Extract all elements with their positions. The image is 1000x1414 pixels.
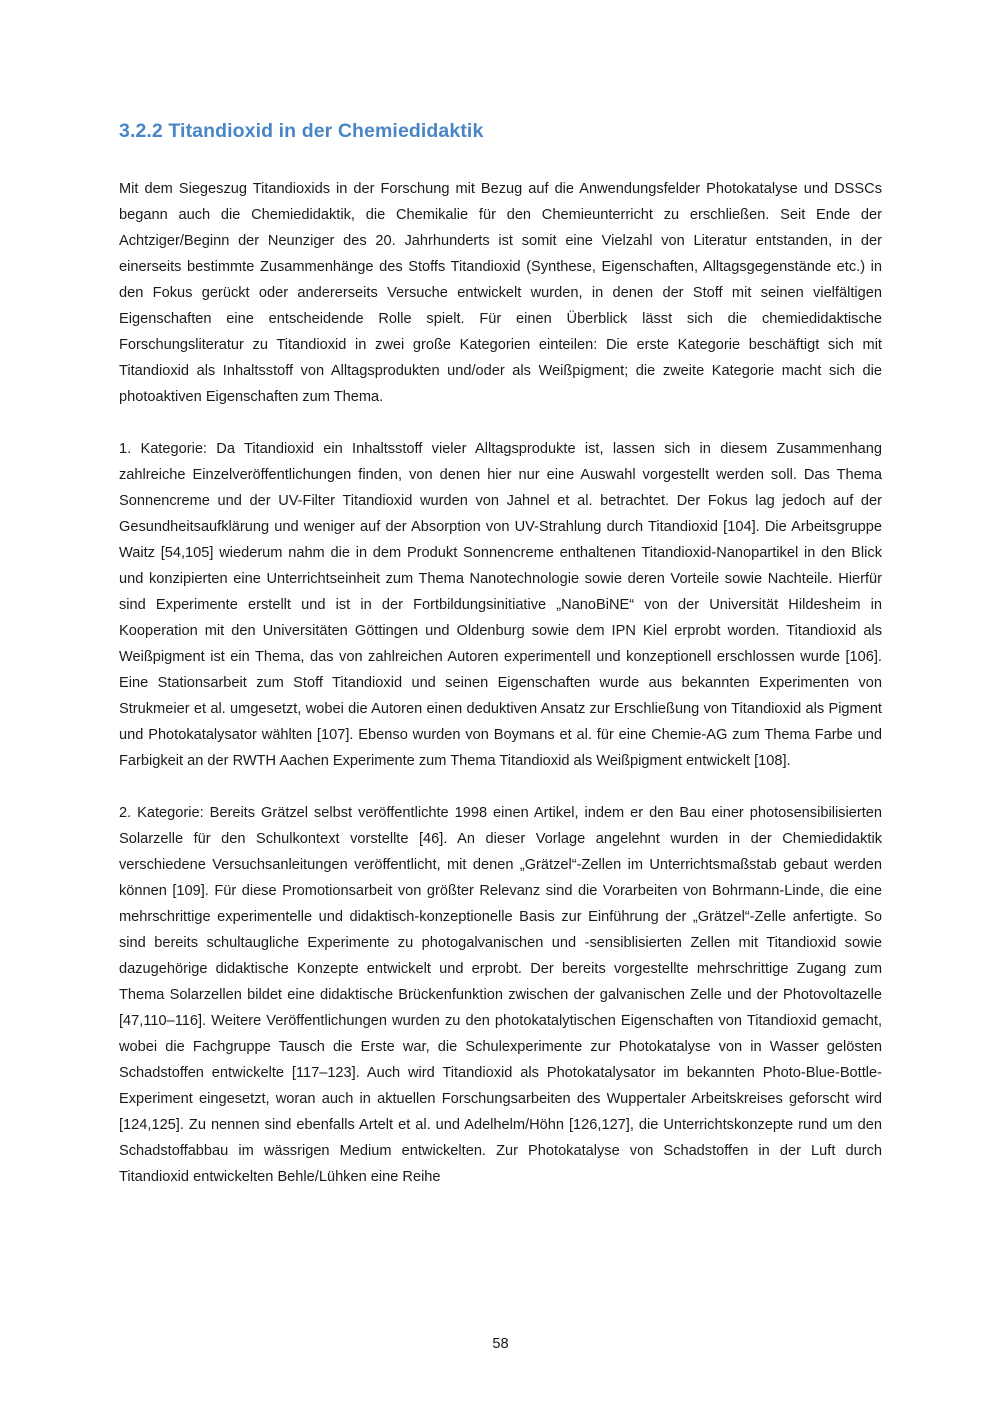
section-heading: 3.2.2 Titandioxid in der Chemiedidaktik — [119, 120, 484, 142]
paragraph-category-1: 1. Kategorie: Da Titandioxid ein Inhaltsstoff vieler Alltagsprodukte ist, lassen sich in diesem Zusammenhang zahlreiche Einzelveröffentlichungen finden, von denen hier nur eine Auswahl vorgestellt werden soll. Das Thema Sonnencreme und der UV-Filter Titandioxid wurden von Jahnel et al. betrachtet. Der Fokus lag jedoch auf der Gesundheitsaufklärung und weniger auf der Absorption von UV-Strahlung durch Titandioxid [104]. Die Arbeitsgruppe Waitz [54,105] wiederum nahm die in dem Produkt Sonnencreme enthaltenen Titandioxid-Nanopartikel in den Blick und konzipierten eine Unterrichtseinheit zum Thema Nanotechnologie sowie deren Vorteile sowie Nachteile. Hierfür sind Experimente erstellt und ist in der Fortbildungsinitiative „NanoBiNE“ von der Universität Hildesheim in Kooperation mit den Universitäten Göttingen und Oldenburg sowie dem IPN Kiel erprobt worden. Titandioxid als Weißpigment ist ein Thema, das von zahlreichen Autoren experimentell und konzeptionell erschlossen wurde [106]. Eine Stationsarbeit zum Stoff Titandioxid und seinen Eigenschaften wurde aus bekannten Experimenten von Strukmeier et al. umgesetzt, wobei die Autoren einen deduktiven Ansatz zur Erschließung von Titandioxid als Pigment und Photokatalysator wählten [107]. Ebenso wurden von Boymans et al. für eine Chemie-AG zum Thema Farbe und Farbigkeit an der RWTH Aachen Experimente zum Thema Titandioxid als Weißpigment entwickelt [108]. — [119, 441, 882, 769]
document-page — [119, 0, 882, 1414]
body-text — [119, 176, 882, 1216]
paragraph-intro: Mit dem Siegeszug Titandioxids in der Forschung mit Bezug auf die Anwendungsfelder Photokatalyse und DSSCs begann auch die Chemiedidaktik, die Chemikalie für den Chemieunterricht zu erschließen. Seit Ende der Achtziger/Beginn der Neunziger des 20. Jahrhunderts ist somit eine Vielzahl von Literatur entstanden, in der einerseits bestimmte Zusammenhänge des Stoffs Titandioxid (Synthese, Eigenschaften, Alltagsgegenstände etc.) in den Fokus gerückt oder andererseits Versuche entwickelt wurden, in denen der Stoff mit seinen vielfältigen Eigenschaften eine entscheidende Rolle spielt. Für einen Überblick lässt sich die chemiedidaktische Forschungsliteratur zu Titandioxid in zwei große Kategorien einteilen: Die erste Kategorie beschäftigt sich mit Titandioxid als Inhaltsstoff von Alltagsprodukten und/oder als Weißpigment; die zweite Kategorie macht sich die photoaktiven Eigenschaften zum Thema. — [119, 181, 882, 405]
paragraph-category-2: 2. Kategorie: Bereits Grätzel selbst veröffentlichte 1998 einen Artikel, indem er den Bau einer photosensibilisierten Solarzelle für den Schulkontext vorstellte [46]. An dieser Vorlage angelehnt wurden in der Chemiedidaktik verschiedene Versuchsanleitungen veröffentlicht, mit denen „Grätzel“-Zellen im Unterrichtsmaßstab gebaut werden können [109]. Für diese Promotionsarbeit von größter Relevanz sind die Vorarbeiten von Bohrmann-Linde, die eine mehrschrittige experimentelle und didaktisch-konzeptionelle Basis zur Einführung der „Grätzel“-Zelle anfertigte. So sind bereits schultaugliche Experimente zu photogalvanischen und -sensiblisierten Zellen mit Titandioxid sowie dazugehörige didaktische Konzepte entwickelt und erprobt. Der bereits vorgestellte mehrschrittige Zugang zum Thema Solarzellen bildet eine didaktische Brückenfunktion zwischen der galvanischen Zelle und der Photovoltazelle [47,110–116]. Weitere Veröffentlichungen wurden zu den photokatalytischen Eigenschaften von Titandioxid gemacht, wobei die Fachgruppe Tausch die Erste war, die Schulexperimente zur Photokatalyse von in Wasser gelösten Schadstoffen entwickelte [117–123]. Auch wird Titandioxid als Photokatalysator im bekannten Photo-Blue-Bottle-Experiment eingesetzt, woran auch in aktuellen Forschungsarbeiten des Wuppertaler Arbeitskreises geforscht wird [124,125]. Zu nennen sind ebenfalls Artelt et al. und Adelhelm/Höhn [126,127], die Unterrichtskonzepte rund um den Schadstoffabbau im wässrigen Medium entwickelten. Zur Photokatalyse von Schadstoffen in der Luft durch Titandioxid entwickelten Behle/Lühken eine Reihe — [119, 805, 882, 1185]
page-number: 58 — [492, 1336, 509, 1352]
